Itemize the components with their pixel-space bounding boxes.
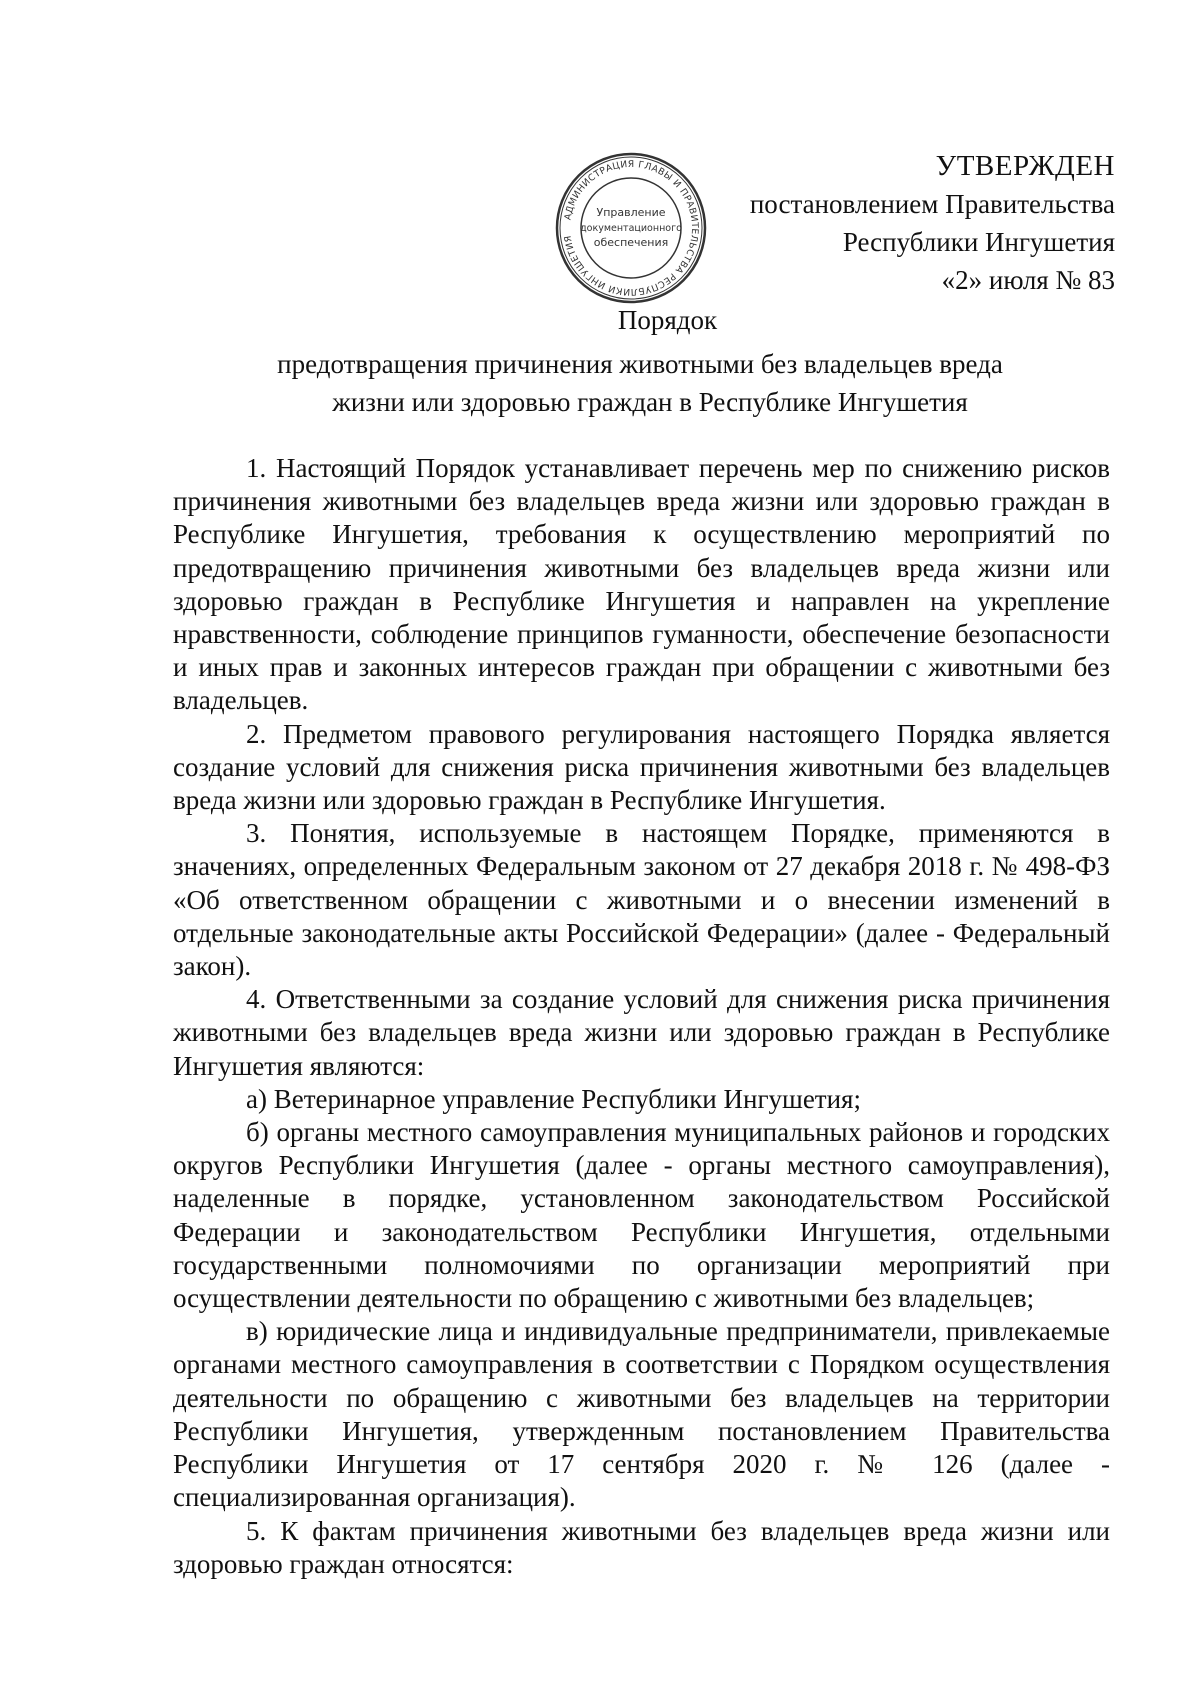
approval-line-1: постановлением Правительства <box>749 189 1115 219</box>
approval-line-2: Республики Ингушетия <box>842 227 1115 257</box>
paragraph-4: 4. Ответственными за создание условий для снижения риска причинения животными без владельцев вреда жизни или здоровью граждан в Республике Ингушетия являются: <box>173 984 1110 1081</box>
title-line-2: предотвращения причинения животными без владельцев вреда <box>277 349 1003 379</box>
paragraph-3: 3. Понятия, используемые в настоящем Порядке, применяются в значениях, определенных Федеральным законом от 27 декабря 2018 г. № 498-ФЗ «Об ответственном обращении с животными и о внесении изменений в отдельные законодательные акты Российской Федерации» (далее - Федеральный закон). <box>173 818 1110 982</box>
seal-ring-text: АДМИНИСТРАЦИЯ ГЛАВЫ И ПРАВИТЕЛЬСТВА РЕСПУБЛИКИ ИНГУШЕТИЯ <box>562 158 701 298</box>
title-line-3: жизни или здоровью граждан в Республике Ингушетия <box>332 387 968 417</box>
paragraph-1: 1. Настоящий Порядок устанавливает перечень мер по снижению рисков причинения животными без владельцев вреда жизни или здоровью граждан в Республике Ингушетия, требования к осуществлению мероприятий по предотвращению причинения животными без владельцев вреда жизни или здоровью граждан в Республике Ингушетия и направлен на укрепление нравственности, соблюдение принципов гуманности, обеспечение безопасности и иных прав и законных интересов граждан при обращении с животными без владельцев. <box>173 453 1110 716</box>
document-title <box>170 301 1110 421</box>
approval-block <box>595 147 1115 299</box>
title-line-1: Порядок <box>617 305 718 335</box>
paragraph-4c: в) юридические лица и индивидуальные предприниматели, привлекаемые органами местного самоуправления в соответствии с Порядком осуществления деятельности по обращению с животными без владельцев на территории Республики Ингушетия, утвержденным постановлением Правительства Республики Ингушетия от 17 сентября 2020 г. № 126 (далее - специализированная организация). <box>173 1316 1110 1513</box>
document-body <box>173 452 1110 1581</box>
paragraph-4b: б) органы местного самоуправления муниципальных районов и городских округов Республики Ингушетия (далее - органы местного самоуправления), наделенные в порядке, установленном законодательством Российской Федерации и законодательством Республики Ингушетия, отдельными государственными полномочиями по организации мероприятий при осуществлении деятельности по обращению с животными без владельцев; <box>173 1117 1110 1314</box>
paragraph-2: 2. Предметом правового регулирования настоящего Порядка является создание условий для снижения риска причинения животными без владельцев вреда жизни или здоровью граждан в Республике Ингушетия. <box>173 718 1110 816</box>
approval-date-number: «2» июля № 83 <box>941 265 1115 295</box>
seal-text-line-1: Управление <box>596 206 666 219</box>
approval-heading: УТВЕРЖДЕН <box>935 150 1115 182</box>
paragraph-4a: а) Ветеринарное управление Республики Ингушетия; <box>246 1083 861 1114</box>
seal-text-line-2: документационного <box>580 223 682 234</box>
paragraph-5: 5. К фактам причинения животными без владельцев вреда жизни или здоровью граждан относятся: <box>173 1515 1110 1579</box>
seal-text-line-3: обеспечения <box>593 236 669 249</box>
